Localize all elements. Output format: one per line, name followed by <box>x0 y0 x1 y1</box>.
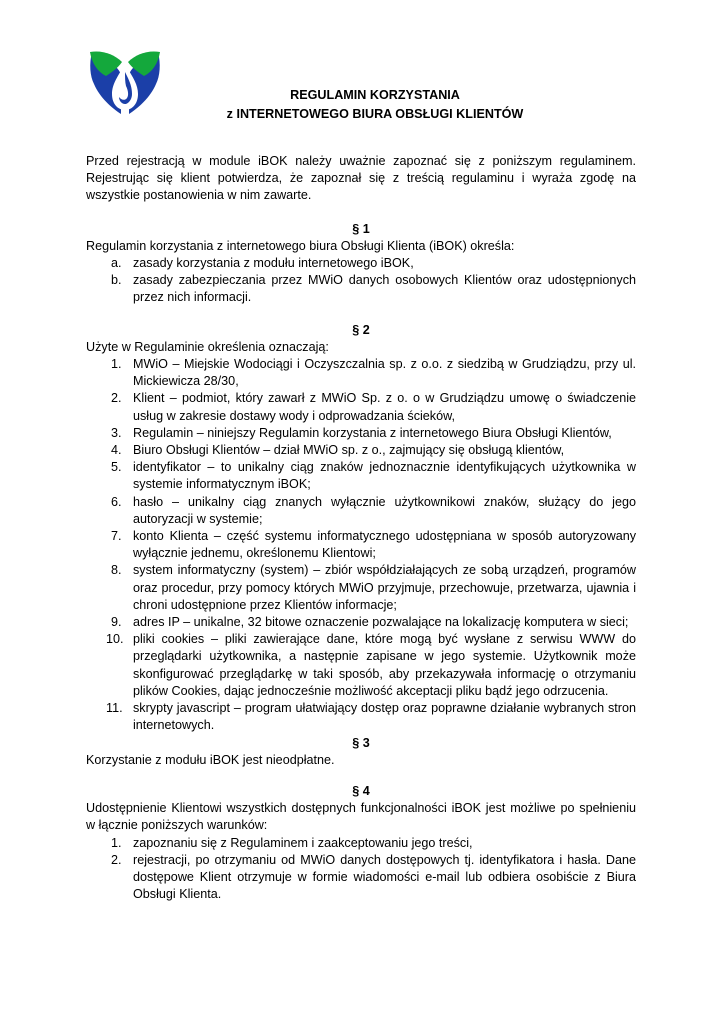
list-marker: 1. <box>111 835 122 850</box>
list-item-text: hasło – unikalny ciąg znanych wyłącznie użytkownikowi znaków, służący do jego autoryzacji w systemie; <box>133 494 636 526</box>
list-item-text: Klient – podmiot, który zawarł z MWiO Sp. z o. o w Grudziądzu umowę o świadczenie usług w zakresie dostawy wody i odprowadzania ścieków, <box>133 391 636 423</box>
list-item <box>86 459 636 493</box>
list-item <box>86 356 636 390</box>
section-3-heading: § 3 <box>352 735 370 750</box>
list-item-text: konto Klienta – część systemu informatycznego udostępniana w sposób autoryzowany wyłącznie jednemu, określonemu Klientowi; <box>133 529 636 561</box>
list-item <box>86 700 636 734</box>
section-4-list <box>86 835 636 904</box>
section-4-lead: Udostępnienie Klientowi wszystkich dostępnych funkcjonalności iBOK jest możliwe po spełnieniu w łącznie poniższych warunków: <box>86 801 636 833</box>
document-body <box>86 153 636 903</box>
list-item <box>86 614 636 631</box>
list-marker: 6. <box>111 494 122 509</box>
list-item-text: skrypty javascript – program ułatwiający dostęp oraz poprawne działanie wybranych stron internetowych. <box>133 701 636 733</box>
list-item-text: Biuro Obsługi Klientów – dział MWiO sp. z o., zajmujący się obsługą klientów, <box>133 443 565 458</box>
section-4-heading: § 4 <box>352 783 370 798</box>
list-item-text: adres IP – unikalne, 32 bitowe oznaczenie pozwalające na lokalizację komputera w sieci; <box>133 615 629 630</box>
list-marker: 5. <box>111 460 122 475</box>
list-marker: 4. <box>111 443 122 458</box>
list-marker: a. <box>111 256 122 271</box>
list-marker: 2. <box>111 852 122 867</box>
list-marker: 3. <box>111 425 122 440</box>
list-item <box>86 494 636 528</box>
section-2-lead: Użyte w Regulaminie określenia oznaczają: <box>86 339 329 354</box>
list-marker: 9. <box>111 615 122 630</box>
list-item <box>86 835 636 852</box>
list-item-text: MWiO – Miejskie Wodociągi i Oczyszczalnia sp. z o.o. z siedzibą w Grudziądzu, przy ul. Mickiewicza 28/30, <box>133 357 636 389</box>
list-item-text: zapoznaniu się z Regulaminem i zaakceptowaniu jego treści, <box>133 835 473 850</box>
list-item-text: zasady zabezpieczania przez MWiO danych osobowych Klientów oraz udostępnionych przez nich informacji. <box>133 273 636 305</box>
list-marker: 7. <box>111 529 122 544</box>
water-drop-logo-icon <box>88 50 162 120</box>
list-marker: 11. <box>106 701 123 716</box>
section-1-lead: Regulamin korzystania z internetowego biura Obsługi Klienta (iBOK) określa: <box>86 238 515 253</box>
list-marker: 1. <box>111 357 122 372</box>
section-2-list <box>86 356 636 734</box>
list-item <box>86 442 636 459</box>
list-item <box>86 425 636 442</box>
list-item-text: system informatyczny (system) – zbiór współdziałających ze sobą urządzeń, programów oraz procedur, przy pomocy których MWiO przyjmuje, przechowuje, przetwarza, ujawnia i chroni udostępnione przez Klientów informacje; <box>133 563 636 612</box>
list-item-text: pliki cookies – pliki zawierające dane, które mogą być wysłane z serwisu WWW do przeglądarki użytkownika, a następnie zapisane w jego systemie. Użytkownik może skonfigurować przeglądarkę w taki sposób, aby przekazywała informację o otrzymaniu plików Cookies, dając jednocześnie możliwość akceptacji pliku bądź jego odrzucenia. <box>133 632 636 698</box>
list-item-text: zasady korzystania z modułu internetowego iBOK, <box>133 256 414 271</box>
document-title: REGULAMIN KORZYSTANIA <box>290 88 460 102</box>
list-item-text: rejestracji, po otrzymaniu od MWiO danych dostępowych tj. identyfikatora i hasła. Dane dostępowe Klient otrzymuje w formie wiadomości e-mail lub odbiera osobiście z Biura Obsługi Klienta. <box>133 852 636 902</box>
section-3-text: Korzystanie z modułu iBOK jest nieodpłatne. <box>86 752 335 767</box>
list-item <box>86 528 636 562</box>
list-item <box>86 562 636 614</box>
list-marker: 8. <box>111 563 122 578</box>
section-1-heading: § 1 <box>352 221 370 236</box>
list-item <box>86 631 636 700</box>
list-item <box>86 272 636 306</box>
list-item <box>86 390 636 424</box>
intro-paragraph: Przed rejestracją w module iBOK należy uważnie zapoznać się z poniższym regulaminem. Rejestrując się klient potwierdza, że zapoznał się z treścią regulaminu i wyraża zgodę na wszystkie postanowienia w nim zawarte. <box>86 154 636 203</box>
list-item-text: identyfikator – to unikalny ciąg znaków jednoznacznie identyfikujących użytkownika w systemie informatycznym iBOK; <box>133 460 636 492</box>
list-marker: 2. <box>111 391 122 406</box>
list-item <box>86 255 636 272</box>
section-2-heading: § 2 <box>352 322 370 337</box>
document-subtitle: z INTERNETOWEGO BIURA OBSŁUGI KLIENTÓW <box>226 107 524 121</box>
list-marker: 10. <box>106 632 124 647</box>
list-item <box>86 852 636 904</box>
section-1-list <box>86 255 636 307</box>
list-marker: b. <box>111 273 122 288</box>
list-item-text: Regulamin – niniejszy Regulamin korzystania z internetowego Biura Obsługi Klientów, <box>133 425 612 440</box>
